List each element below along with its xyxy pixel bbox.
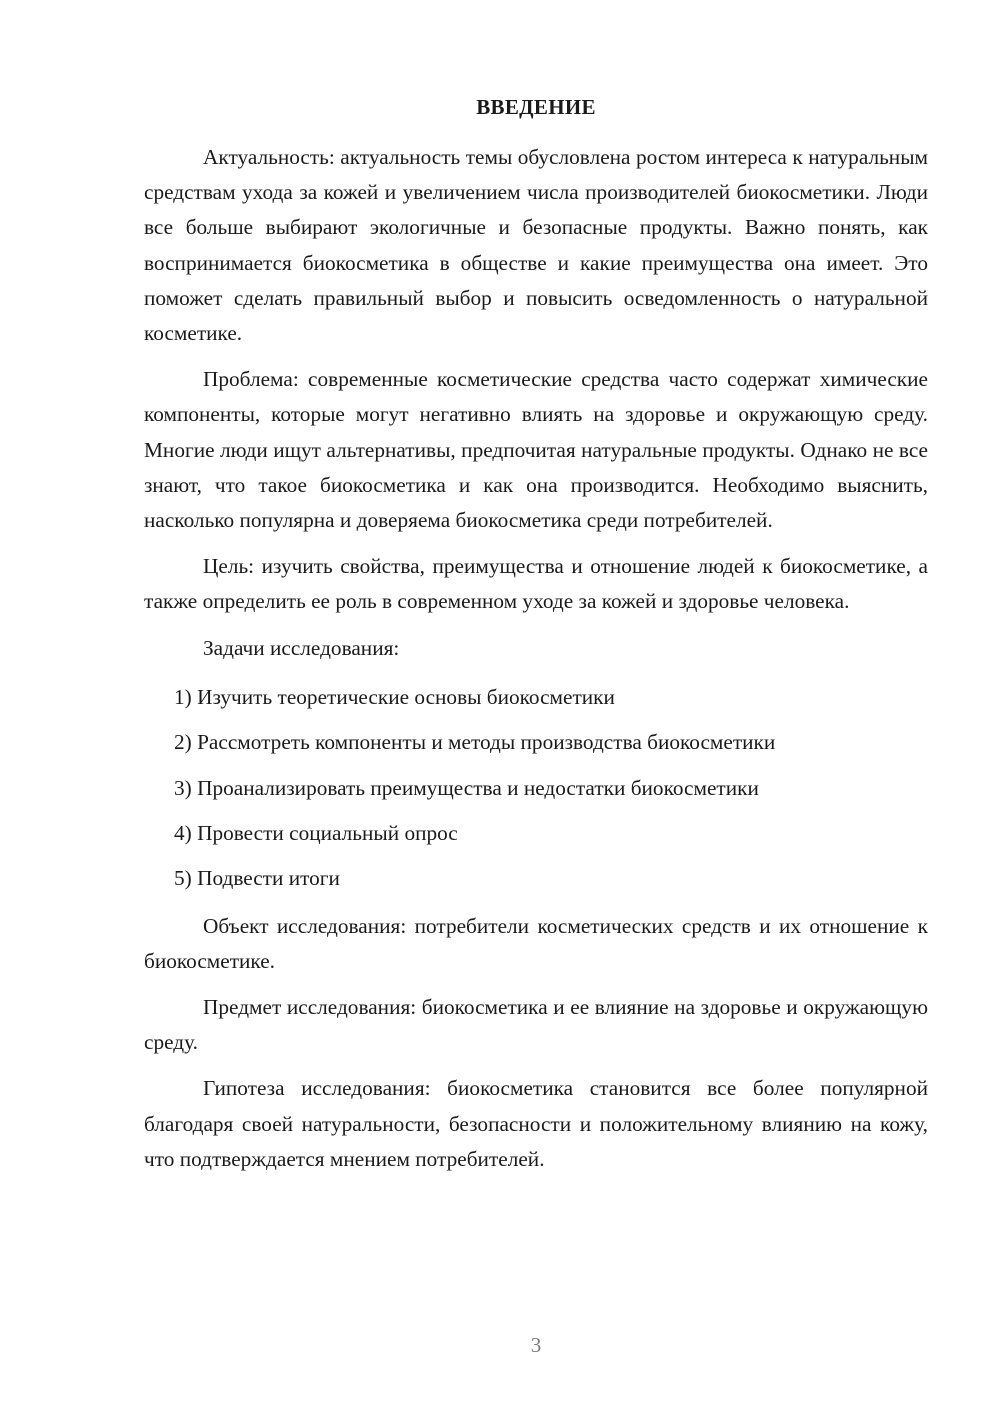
task-item: 4) Провести социальный опрос (174, 821, 458, 846)
subject-paragraph: Предмет исследования: биокосметика и ее влияние на здоровье и окружающую среду. (144, 995, 928, 1055)
task-item: 3) Проанализировать преимущества и недостатки биокосметики (174, 775, 759, 800)
goal-paragraph: Цель: изучить свойства, преимущества и отношение людей к биокосметике, а также определить ее роль в современном уходе за кожей и здоровье человека. (144, 554, 928, 614)
relevance-paragraph: Актуальность: актуальность темы обусловлена ростом интереса к натуральным средствам ухода за кожей и увеличением числа производителей биокосметики. Люди все больше выбирают экологичные и безопасные продукты. Важно понять, как воспринимается биокосметика в обществе и какие преимущества она имеет. Это поможет сделать правильный выбор и повысить осведомленность о натуральной косметике. (144, 145, 928, 346)
tasks-list (144, 680, 928, 897)
document-page (144, 94, 928, 1188)
problem-paragraph: Проблема: современные косметические средства часто содержат химические компоненты, которые могут негативно влиять на здоровье и окружающую среду. Многие люди ищут альтернативы, предпочитая натуральные продукты. Однако не все знают, что такое биокосметика и как она производится. Необходимо выяснить, насколько популярна и доверяема биокосметика среди потребителей. (144, 367, 928, 533)
object-paragraph: Объект исследования: потребители косметических средств и их отношение к биокосметике. (144, 913, 928, 973)
tasks-heading: Задачи исследования: (203, 635, 400, 660)
section-heading: ВВЕДЕНИЕ (476, 95, 596, 119)
task-item: 2) Рассмотреть компоненты и методы производства биокосметики (174, 730, 776, 755)
hypothesis-paragraph: Гипотеза исследования: биокосметика становится все более популярной благодаря своей натуральности, безопасности и положительному влиянию на кожу, что подтверждается мнением потребителей. (144, 1076, 928, 1171)
page-number: 3 (530, 1333, 542, 1357)
task-item: 1) Изучить теоретические основы биокосметики (174, 684, 615, 709)
task-item: 5) Подвести итоги (174, 866, 340, 891)
